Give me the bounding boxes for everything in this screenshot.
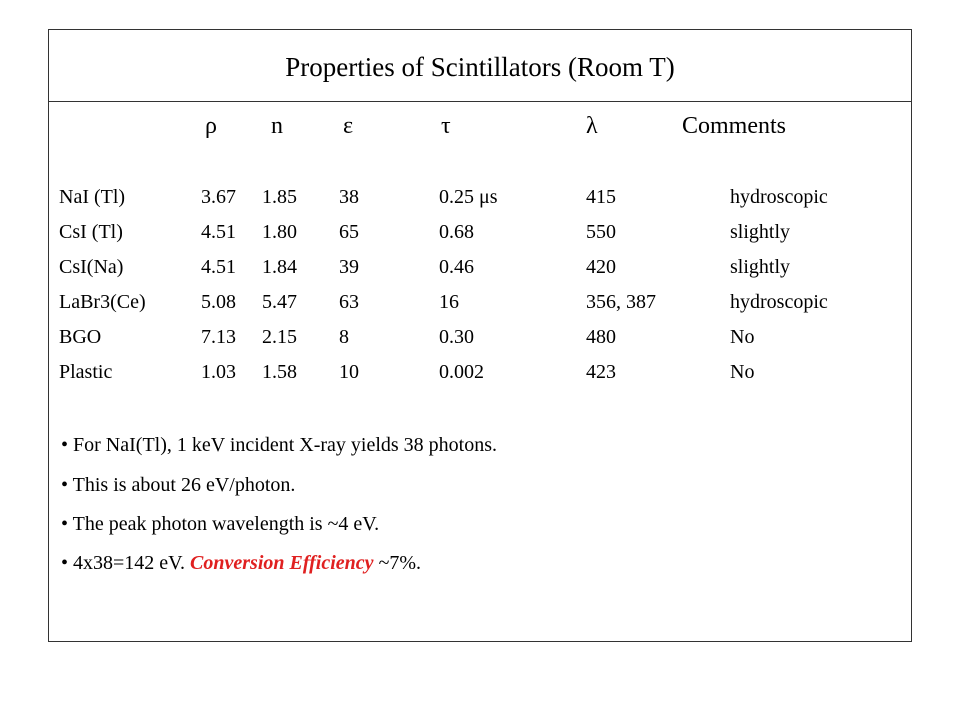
cell-name: Plastic (59, 361, 113, 383)
cell-name: NaI (Tl) (59, 186, 126, 208)
page-title: Properties of Scintillators (Room T) (285, 52, 675, 82)
bullet-2-text: This is about 26 eV/photon. (72, 474, 296, 496)
cell-tau: 0.30 (439, 326, 474, 348)
cell-n: 1.80 (262, 221, 297, 243)
bullet-marker: • (61, 474, 69, 496)
cell-name: LaBr3(Ce) (59, 291, 146, 313)
cell-lambda: 550 (586, 221, 616, 243)
cell-epsilon: 38 (339, 186, 359, 208)
cell-rho: 4.51 (201, 256, 236, 278)
conversion-efficiency-emphasis: Conversion Efficiency (190, 552, 374, 574)
cell-lambda: 480 (586, 326, 616, 348)
cell-epsilon: 8 (339, 326, 349, 348)
header-rho: ρ (205, 113, 217, 139)
cell-rho: 4.51 (201, 221, 236, 243)
cell-n: 1.84 (262, 256, 297, 278)
bullet-3 (61, 512, 379, 536)
header-comments: Comments (682, 113, 787, 139)
cell-rho: 7.13 (201, 326, 236, 348)
bullet-2 (61, 473, 295, 497)
header-tau: τ (441, 113, 451, 139)
cell-tau: 0.68 (439, 221, 474, 243)
header-n: n (271, 113, 283, 139)
cell-rho: 5.08 (201, 291, 236, 313)
bullet-marker: • (61, 552, 69, 574)
cell-tau: 0.002 (439, 361, 484, 383)
cell-n: 5.47 (262, 291, 297, 313)
cell-name: CsI(Na) (59, 256, 124, 278)
cell-lambda: 415 (586, 186, 616, 208)
cell-epsilon: 65 (339, 221, 359, 243)
bullet-marker: • (61, 513, 69, 535)
bullet-3-text: The peak photon wavelength is ~4 eV. (72, 513, 380, 535)
slide-frame (48, 29, 912, 642)
bullet-4 (61, 551, 421, 575)
bullet-4-text-pre: 4x38=142 eV. (73, 552, 186, 574)
title-bar (49, 30, 911, 102)
cell-tau: 16 (439, 291, 459, 313)
cell-comment: No (730, 361, 755, 383)
header-lambda: λ (586, 113, 598, 139)
cell-lambda: 423 (586, 361, 616, 383)
cell-rho: 3.67 (201, 186, 236, 208)
cell-name: CsI (Tl) (59, 221, 123, 243)
cell-name: BGO (59, 326, 102, 348)
bullet-marker: • (61, 434, 69, 456)
header-epsilon: ε (343, 113, 354, 139)
cell-lambda: 356, 387 (586, 291, 656, 313)
cell-n: 1.85 (262, 186, 297, 208)
cell-n: 1.58 (262, 361, 297, 383)
cell-epsilon: 39 (339, 256, 359, 278)
cell-comment: slightly (730, 221, 791, 243)
cell-comment: hydroscopic (730, 186, 828, 208)
cell-tau: 0.25 μs (439, 186, 498, 208)
cell-n: 2.15 (262, 326, 297, 348)
cell-epsilon: 63 (339, 291, 359, 313)
cell-comment: hydroscopic (730, 291, 828, 313)
cell-tau: 0.46 (439, 256, 474, 278)
bullet-1-text: For NaI(Tl), 1 keV incident X-ray yields 38 photons. (73, 434, 498, 456)
bullet-1 (61, 433, 497, 457)
cell-comment: No (730, 326, 755, 348)
cell-epsilon: 10 (339, 361, 359, 383)
bullet-4-text-post: ~7%. (378, 552, 422, 574)
cell-rho: 1.03 (201, 361, 236, 383)
cell-lambda: 420 (586, 256, 616, 278)
cell-comment: slightly (730, 256, 791, 278)
